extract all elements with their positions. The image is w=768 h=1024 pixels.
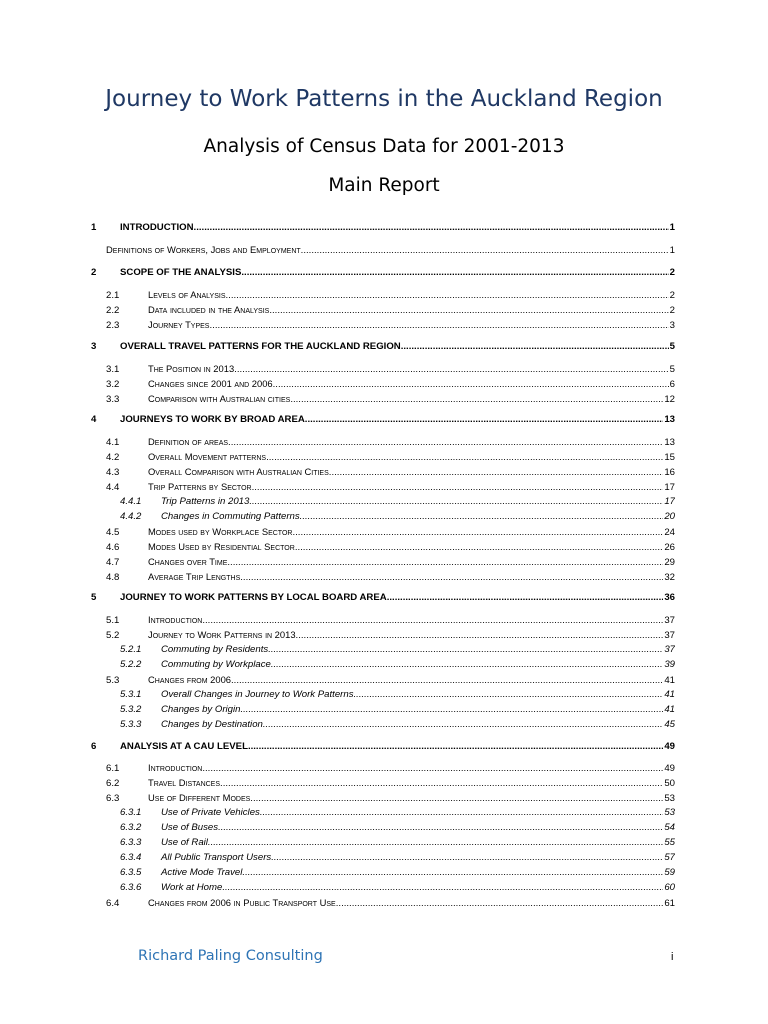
- toc-entry-label: Use of Rail: [161, 837, 208, 848]
- toc-entry-number: 2.3: [106, 320, 120, 331]
- toc-entry-label: Use of Different Modes: [148, 792, 251, 803]
- toc-entry-label: Use of Buses: [161, 822, 219, 833]
- toc-entry-number: 6.3.3: [120, 837, 142, 848]
- toc-entry-number: 4.8: [106, 572, 120, 583]
- toc-entry-number: 6.3.5: [120, 867, 142, 878]
- toc-entry[interactable]: [91, 718, 675, 732]
- toc-leader-dots: [305, 413, 664, 427]
- toc-entry-page: 1: [669, 245, 675, 256]
- toc-entry-label: Changes from 2006 in Public Transport Use: [148, 897, 336, 908]
- toc-entry-label: Data included in the Analysis: [148, 304, 270, 315]
- toc-entry[interactable]: [91, 362, 675, 376]
- toc-entry[interactable]: [91, 740, 675, 754]
- toc-entry-number: 5: [91, 592, 97, 603]
- toc-entry-page: 61: [664, 898, 675, 909]
- toc-entry[interactable]: [91, 821, 675, 835]
- toc-entry-number: 4.4: [106, 482, 120, 493]
- document-title: Journey to Work Patterns in the Auckland Region: [105, 86, 663, 112]
- toc-entry-page: 17: [664, 482, 675, 493]
- toc-leader-dots: [209, 319, 668, 332]
- toc-leader-dots: [226, 289, 669, 302]
- toc-entry-label: The Position in 2013: [148, 363, 235, 374]
- toc-entry-page: 6: [669, 379, 675, 390]
- toc-entry-label: Changes by Destination: [161, 719, 263, 730]
- toc-leader-dots: [242, 866, 663, 880]
- toc-entry[interactable]: [91, 555, 675, 569]
- toc-entry-label: Travel Distances: [148, 777, 221, 788]
- toc-leader-dots: [271, 658, 663, 672]
- toc-entry-number: 1: [91, 222, 97, 233]
- toc-entry-page: 36: [664, 592, 675, 603]
- toc-entry-number: 4.7: [106, 557, 120, 568]
- toc-entry[interactable]: [91, 435, 675, 449]
- toc-entry-page: 49: [664, 763, 675, 774]
- toc-leader-dots: [240, 703, 663, 717]
- toc-entry-label: Active Mode Travel: [161, 867, 243, 878]
- toc-entry[interactable]: [91, 673, 675, 687]
- toc-entry-label: Modes Used by Residential Sector: [148, 541, 295, 552]
- toc-entry[interactable]: [91, 288, 675, 302]
- toc-entry-page: 41: [664, 675, 675, 686]
- toc-entry[interactable]: [91, 703, 675, 717]
- toc-entry-page: 37: [664, 644, 675, 655]
- toc-entry-number: 6.3: [106, 793, 120, 804]
- toc-entry-number: 3.3: [106, 394, 120, 405]
- toc-entry-label: Definitions of Workers, Jobs and Employment: [106, 244, 301, 255]
- toc-entry[interactable]: [91, 318, 675, 332]
- toc-entry-label: Journey to Work Patterns in 2013: [148, 629, 296, 640]
- toc-leader-dots: [220, 777, 663, 790]
- toc-entry-label: Overall Changes in Journey to Work Patterns: [161, 689, 354, 700]
- toc-leader-dots: [234, 363, 669, 376]
- toc-entry-number: 2: [91, 267, 97, 278]
- toc-entry-page: 59: [664, 867, 675, 878]
- toc-entry-number: 5.2.2: [120, 659, 142, 670]
- toc-leader-dots: [228, 436, 663, 449]
- footer-page-number: i: [671, 951, 674, 963]
- toc-entry-label: Journey Types: [148, 319, 210, 330]
- toc-entry-label: Definition of areas: [148, 436, 229, 447]
- toc-entry-number: 6.3.2: [120, 822, 142, 833]
- toc-entry[interactable]: [91, 266, 675, 280]
- toc-entry-label: Commuting by Residents: [161, 644, 269, 655]
- toc-entry-number: 4.1: [106, 437, 120, 448]
- toc-entry-label: Overall Movement patterns: [148, 451, 267, 462]
- toc-entry[interactable]: [91, 881, 675, 895]
- toc-entry[interactable]: [91, 776, 675, 790]
- toc-entry-page: 41: [664, 689, 675, 700]
- toc-leader-dots: [268, 643, 663, 657]
- toc-entry-number: 4.4.2: [120, 511, 142, 522]
- toc-entry-page: 13: [664, 414, 675, 425]
- toc-entry[interactable]: [91, 465, 675, 479]
- toc-entry-page: 45: [664, 719, 675, 730]
- toc-leader-dots: [248, 740, 663, 754]
- toc-entry[interactable]: [91, 806, 675, 820]
- toc-entry-number: 3: [91, 341, 97, 352]
- toc-entry-page: 32: [664, 572, 675, 583]
- toc-entry-page: 26: [664, 542, 675, 553]
- toc-entry[interactable]: [91, 221, 675, 235]
- toc-entry-number: 2.2: [106, 305, 120, 316]
- toc-entry-label: Changes in Commuting Patterns: [161, 511, 300, 522]
- toc-entry-page: 37: [664, 630, 675, 641]
- toc-entry[interactable]: [91, 540, 675, 554]
- toc-entry-page: 53: [664, 807, 675, 818]
- toc-leader-dots: [266, 451, 663, 464]
- toc-entry[interactable]: [91, 510, 675, 524]
- toc-entry-number: 5.2: [106, 630, 120, 641]
- toc-entry-number: 5.3.1: [120, 689, 142, 700]
- toc-leader-dots: [295, 541, 664, 554]
- toc-entry-number: 3.1: [106, 364, 120, 375]
- toc-entry-label: Trip Patterns in 2013: [161, 496, 250, 507]
- toc-entry-number: 3.2: [106, 379, 120, 390]
- toc-entry-label: Introduction: [148, 762, 203, 773]
- toc-entry-label: JOURNEYS TO WORK BY BROAD AREA: [120, 414, 305, 425]
- toc-entry-page: 13: [664, 437, 675, 448]
- toc-entry-label: Changes over Time: [148, 556, 228, 567]
- toc-entry-label: Average Trip Lengths: [148, 571, 241, 582]
- toc-entry-label: JOURNEY TO WORK PATTERNS BY LOCAL BOARD AREA: [120, 592, 387, 603]
- toc-entry[interactable]: [91, 570, 675, 584]
- toc-leader-dots: [208, 836, 663, 850]
- toc-leader-dots: [263, 718, 663, 732]
- toc-entry-page: 17: [664, 496, 675, 507]
- toc-entry-page: 50: [664, 778, 675, 789]
- toc-leader-dots: [271, 851, 663, 865]
- toc-entry-number: 5.3.2: [120, 704, 142, 715]
- toc-entry-number: 6.3.1: [120, 807, 142, 818]
- toc-leader-dots: [231, 674, 663, 687]
- toc-entry[interactable]: [91, 243, 675, 257]
- toc-leader-dots: [227, 556, 663, 569]
- toc-entry-page: 12: [664, 394, 675, 405]
- toc-leader-dots: [240, 571, 663, 584]
- toc-entry-number: 5.2.1: [120, 644, 142, 655]
- toc-entry-label: Work at Home: [161, 882, 223, 893]
- toc-leader-dots: [329, 466, 664, 479]
- toc-entry-number: 6.4: [106, 898, 120, 909]
- toc-entry-number: 4.2: [106, 452, 120, 463]
- toc-leader-dots: [290, 393, 663, 406]
- toc-entry-number: 6.3.6: [120, 882, 142, 893]
- toc-entry-label: OVERALL TRAVEL PATTERNS FOR THE AUCKLAND REGION: [120, 341, 401, 352]
- toc-entry[interactable]: [91, 836, 675, 850]
- toc-entry[interactable]: [91, 613, 675, 627]
- toc-entry[interactable]: [91, 643, 675, 657]
- toc-entry-label: All Public Transport Users: [161, 852, 272, 863]
- toc-entry-label: Use of Private Vehicles: [161, 807, 260, 818]
- toc-entry-page: 39: [664, 659, 675, 670]
- toc-entry-number: 4.6: [106, 542, 120, 553]
- toc-entry-page: 16: [664, 467, 675, 478]
- toc-entry[interactable]: [91, 591, 675, 605]
- toc-leader-dots: [292, 526, 663, 539]
- toc-leader-dots: [300, 510, 664, 524]
- toc-entry-label: Overall Comparison with Australian Cities: [148, 466, 329, 477]
- toc-entry-number: 6.3.4: [120, 852, 142, 863]
- toc-entry[interactable]: [91, 377, 675, 391]
- toc-entry[interactable]: [91, 791, 675, 805]
- toc-entry-number: 4: [91, 414, 97, 425]
- toc-entry-page: 5: [669, 341, 675, 352]
- toc-entry-number: 5.3: [106, 675, 120, 686]
- toc-entry-page: 53: [664, 793, 675, 804]
- toc-entry-page: 57: [664, 852, 675, 863]
- toc-entry-page: 54: [664, 822, 675, 833]
- toc-entry[interactable]: [91, 480, 675, 494]
- toc-entry-number: 6: [91, 741, 97, 752]
- toc-entry-page: 41: [664, 704, 675, 715]
- toc-entry-page: 24: [664, 527, 675, 538]
- toc-leader-dots: [202, 762, 663, 775]
- toc-entry-page: 1: [669, 222, 675, 233]
- toc-entry-label: Trip Patterns by Sector: [148, 481, 252, 492]
- toc-entry-label: SCOPE OF THE ANALYSIS: [120, 267, 242, 278]
- toc-leader-dots: [273, 378, 669, 391]
- toc-entry-label: Changes by Origin: [161, 704, 241, 715]
- toc-entry-label: Modes used by Workplace Sector: [148, 526, 293, 537]
- toc-entry[interactable]: [91, 896, 675, 910]
- toc-entry-page: 15: [664, 452, 675, 463]
- footer-company: Richard Paling Consulting: [138, 948, 323, 964]
- toc-entry-number: 4.5: [106, 527, 120, 538]
- toc-entry-label: ANALYSIS AT A CAU LEVEL: [120, 741, 248, 752]
- toc-entry[interactable]: [91, 303, 675, 317]
- toc-entry-page: 37: [664, 615, 675, 626]
- toc-entry-label: Introduction: [148, 614, 203, 625]
- toc-entry[interactable]: [91, 340, 675, 354]
- toc-entry-number: 6.2: [106, 778, 120, 789]
- toc-entry-label: Levels of Analysis: [148, 289, 226, 300]
- toc-entry[interactable]: [91, 761, 675, 775]
- toc-leader-dots: [218, 821, 663, 835]
- toc-entry[interactable]: [91, 495, 675, 509]
- toc-leader-dots: [202, 614, 663, 627]
- toc-leader-dots: [336, 897, 664, 910]
- toc-entry-page: 20: [664, 511, 675, 522]
- toc-entry[interactable]: [91, 851, 675, 865]
- toc-entry[interactable]: [91, 450, 675, 464]
- toc-leader-dots: [269, 304, 668, 317]
- toc-entry-page: 60: [664, 882, 675, 893]
- document-subtitle: Analysis of Census Data for 2001-2013: [203, 136, 565, 157]
- toc-entry[interactable]: [91, 413, 675, 427]
- toc-entry-page: 49: [664, 741, 675, 752]
- toc-entry-label: Commuting by Workplace: [161, 659, 271, 670]
- toc-entry-label: Comparison with Australian cities: [148, 393, 291, 404]
- toc-leader-dots: [241, 266, 668, 280]
- toc-entry-number: 5.3.3: [120, 719, 142, 730]
- toc-entry[interactable]: [91, 658, 675, 672]
- toc-entry-number: 6.1: [106, 763, 120, 774]
- toc-leader-dots: [250, 792, 663, 805]
- toc-entry-label: Changes from 2006: [148, 674, 232, 685]
- toc-leader-dots: [249, 495, 663, 509]
- toc-entry-number: 2.1: [106, 290, 120, 301]
- toc-leader-dots: [301, 244, 669, 257]
- toc-entry-page: 29: [664, 557, 675, 568]
- toc-entry-page: 2: [669, 267, 675, 278]
- toc-leader-dots: [252, 481, 664, 494]
- toc-entry-page: 55: [664, 837, 675, 848]
- toc-leader-dots: [401, 340, 669, 354]
- toc-entry-page: 2: [669, 305, 675, 316]
- toc-entry-page: 3: [669, 320, 675, 331]
- toc-entry-number: 4.3: [106, 467, 120, 478]
- toc-entry[interactable]: [91, 688, 675, 702]
- toc-leader-dots: [260, 806, 664, 820]
- toc-leader-dots: [296, 629, 664, 642]
- report-label: Main Report: [328, 175, 440, 196]
- toc-entry-page: 5: [669, 364, 675, 375]
- toc-entry-label: Changes since 2001 and 2006: [148, 378, 273, 389]
- toc-leader-dots: [354, 688, 664, 702]
- toc-entry-page: 2: [669, 290, 675, 301]
- toc-entry-label: INTRODUCTION: [120, 222, 194, 233]
- toc-entry[interactable]: [91, 628, 675, 642]
- toc-entry-number: 5.1: [106, 615, 120, 626]
- toc-leader-dots: [194, 221, 669, 235]
- toc-entry[interactable]: [91, 525, 675, 539]
- toc-entry[interactable]: [91, 866, 675, 880]
- toc-leader-dots: [222, 881, 663, 895]
- toc-leader-dots: [387, 591, 664, 605]
- toc-entry-number: 4.4.1: [120, 496, 142, 507]
- toc-entry[interactable]: [91, 392, 675, 406]
